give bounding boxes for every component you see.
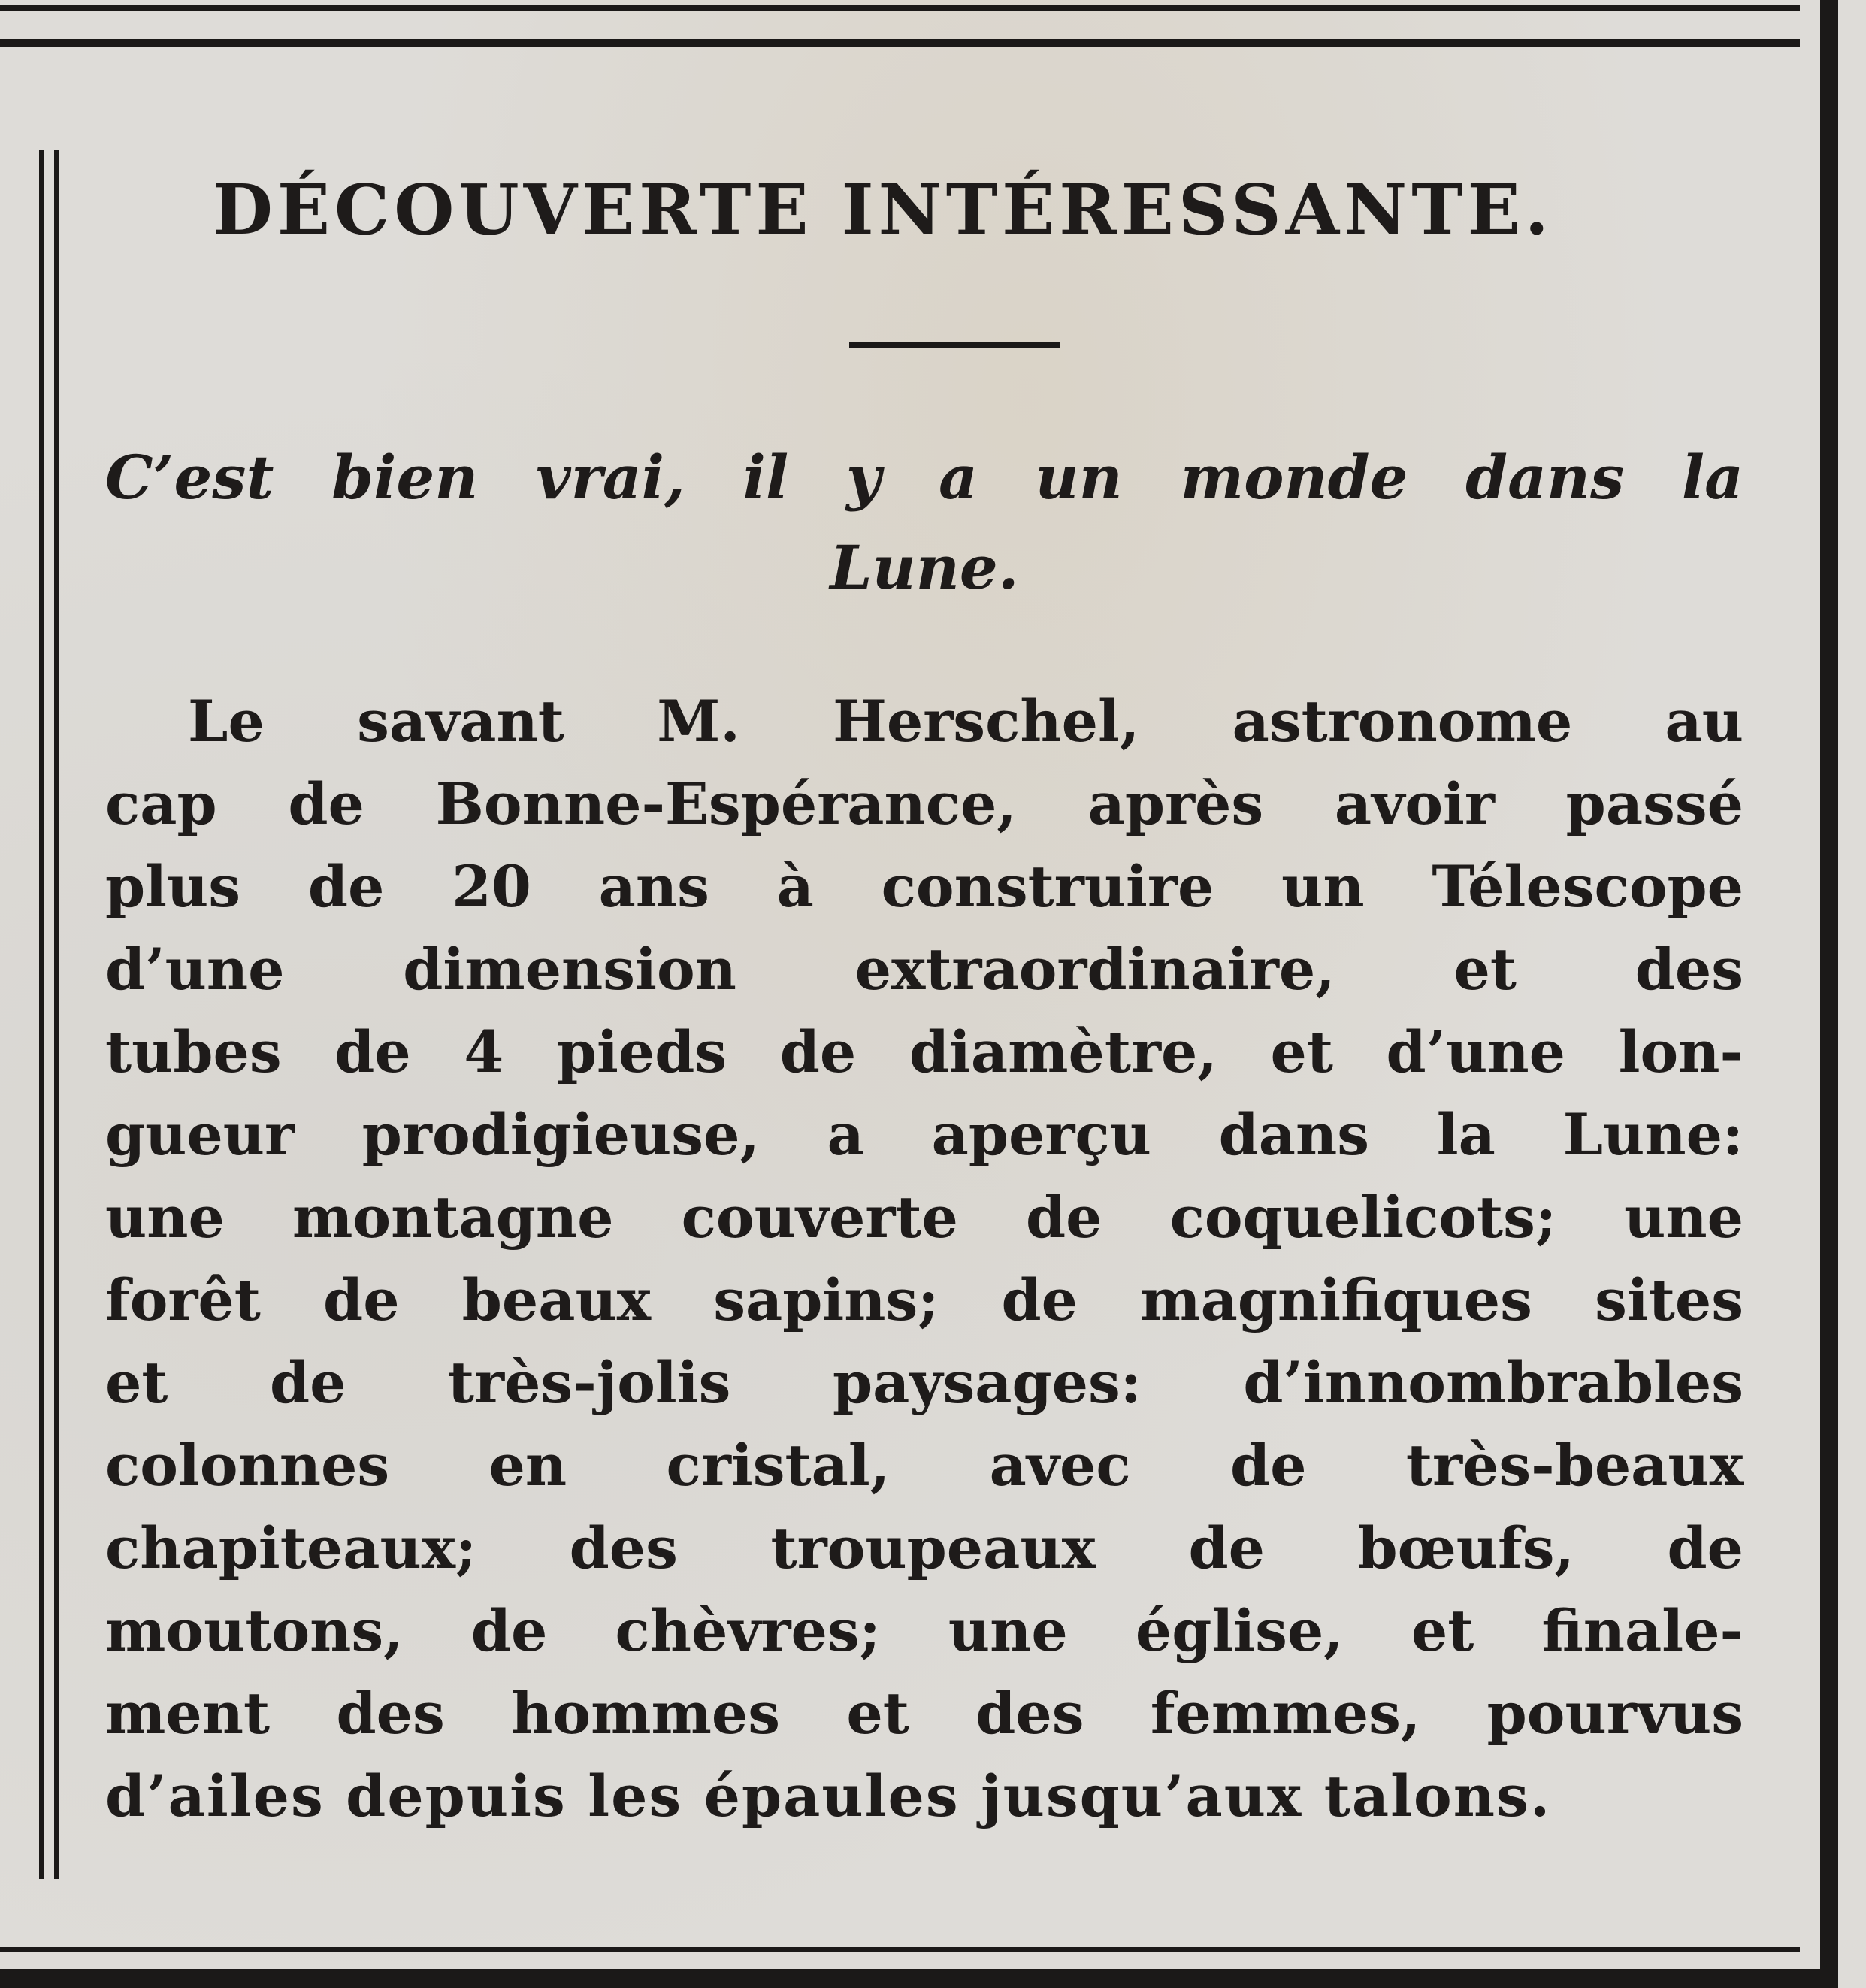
body-line: Le savant M. Herschel, astronome au [188, 688, 1744, 755]
bottom-border-rule [0, 1947, 1800, 1952]
body-line: chapiteaux; des troupeaux de bœufs, de [105, 1514, 1744, 1581]
body-line: d’ailes depuis les épaules jusqu’aux talons. [105, 1763, 1552, 1829]
body-line: une montagne couverte de coquelicots; une [105, 1184, 1744, 1251]
subtitle-line: C’est bien vrai, il y a un monde dans la [105, 442, 1744, 513]
right-border-rule [1820, 0, 1838, 1988]
top-border-rule-heavy [0, 39, 1800, 47]
article-headline: DÉCOUVERTE INTÉRESSANTE. [213, 169, 1553, 250]
left-column-rule [39, 150, 44, 1879]
body-line: gueur prodigieuse, a aperçu dans la Lune: [105, 1101, 1744, 1168]
headline-divider [849, 342, 1060, 348]
body-line: plus de 20 ans à construire un Télescope [105, 853, 1744, 920]
subtitle-line: Lune. [830, 532, 1019, 603]
body-line: tubes de 4 pieds de diamètre, et d’une lon- [105, 1018, 1744, 1085]
left-column-rule-inner [54, 150, 59, 1879]
top-border-rule [0, 5, 1800, 11]
body-line: et de très-jolis paysages: d’innombrables [105, 1349, 1744, 1416]
body-line: cap de Bonne-Espérance, après avoir passé [105, 770, 1744, 837]
bottom-border-rule-heavy [0, 1969, 1820, 1988]
article-body [105, 680, 1744, 1838]
article-subtitle [105, 432, 1759, 613]
body-line: ment des hommes et des femmes, pourvus [105, 1680, 1744, 1747]
body-line: moutons, de chèvres; une église, et finale- [105, 1597, 1744, 1664]
body-line: forêt de beaux sapins; de magnifiques sites [105, 1266, 1744, 1333]
body-line: d’une dimension extraordinaire, et des [105, 936, 1744, 1003]
body-line: colonnes en cristal, avec de très-beaux [105, 1432, 1744, 1499]
